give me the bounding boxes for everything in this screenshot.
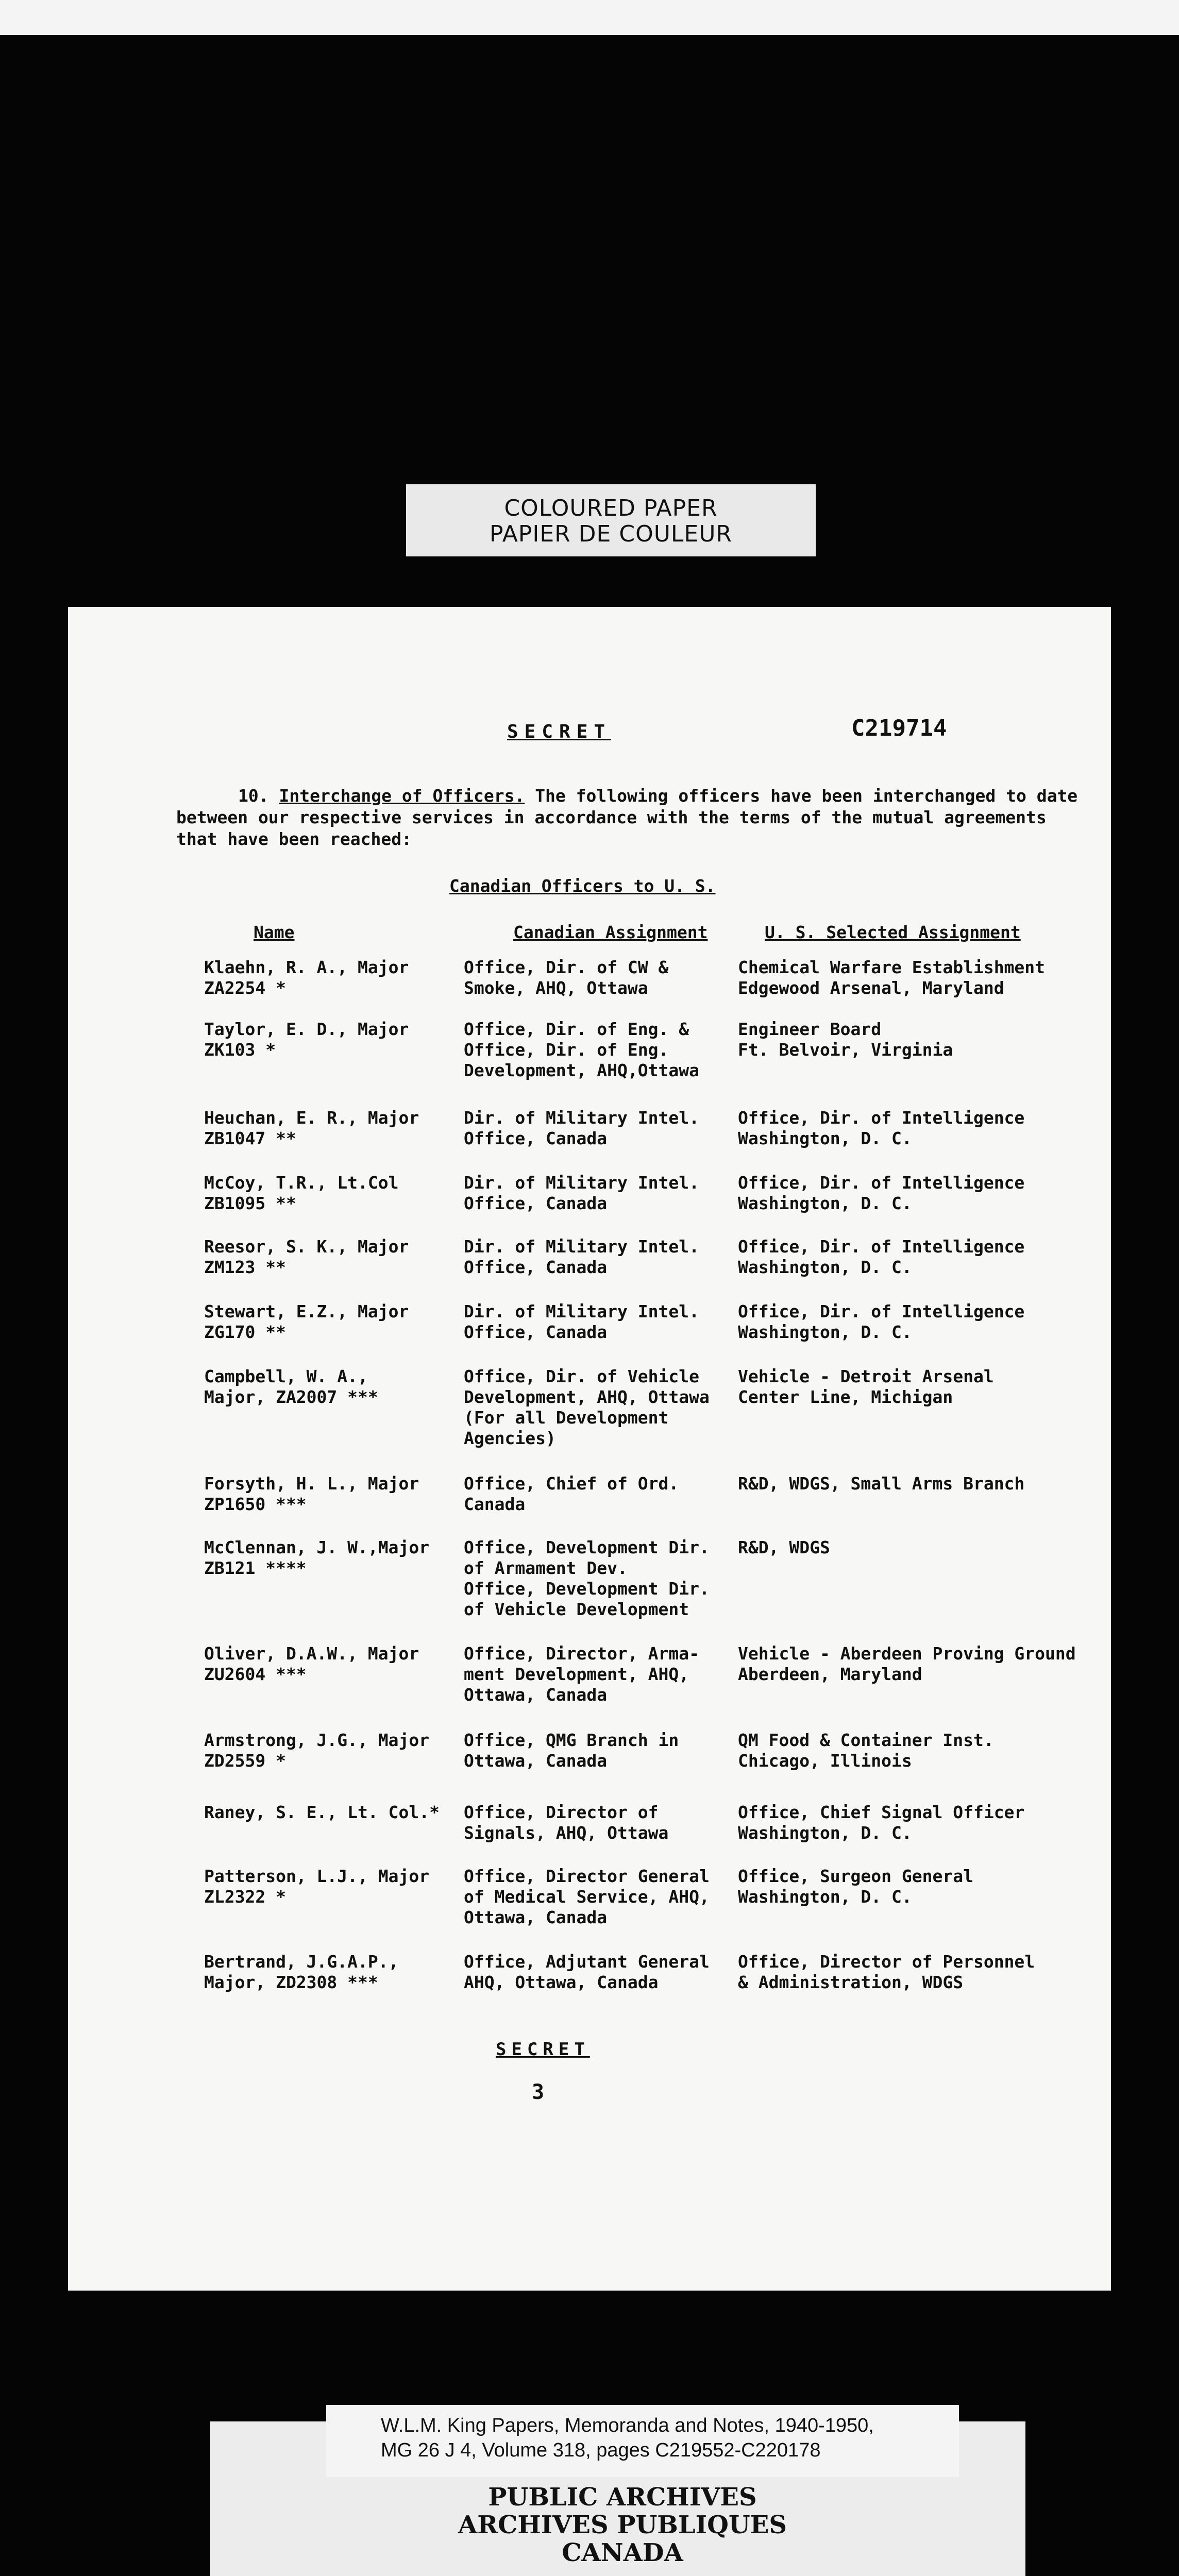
officer-name: Forsyth, H. L., Major ZP1650 ***: [204, 1473, 419, 1514]
canadian-assignment: Dir. of Military Intel. Office, Canada: [464, 1173, 699, 1213]
column-header-canadian-assignment: Canadian Assignment: [513, 922, 708, 942]
officer-name: Armstrong, J.G., Major ZD2559 *: [204, 1730, 430, 1771]
citation-line-1: W.L.M. King Papers, Memoranda and Notes, 1940-1950,: [381, 2415, 874, 2436]
officer-name: Raney, S. E., Lt. Col.*: [204, 1802, 440, 1822]
us-assignment: Office, Dir. of Intelligence Washington, D. C.: [738, 1108, 1025, 1148]
canadian-assignment: Office, Dir. of Vehicle Development, AHQ, Ottawa (For all Development Agencies): [464, 1366, 710, 1448]
classification-top: SECRET: [507, 721, 612, 742]
top-border-strip: [0, 0, 1179, 35]
officer-name: Stewart, E.Z., Major ZG170 **: [204, 1301, 409, 1342]
canadian-assignment: Office, Dir. of CW & Smoke, AHQ, Ottawa: [464, 957, 669, 998]
archives-line-2: ARCHIVES PUBLIQUES: [458, 2511, 787, 2539]
label-line-english: COLOURED PAPER: [504, 495, 718, 521]
canadian-assignment: Office, Adjutant General AHQ, Ottawa, Canada: [464, 1952, 710, 1992]
intro-number: 10.: [238, 786, 269, 806]
document-page: [68, 607, 1111, 2291]
archives-line-1: PUBLIC ARCHIVES: [488, 2483, 757, 2512]
officer-name: Reesor, S. K., Major ZM123 **: [204, 1236, 409, 1277]
archives-line-3: CANADA: [562, 2538, 683, 2567]
coloured-paper-label: [406, 484, 816, 556]
us-assignment: Vehicle - Detroit Arsenal Center Line, Michigan: [738, 1366, 994, 1407]
us-assignment: Office, Chief Signal Officer Washington, D. C.: [738, 1802, 1025, 1843]
officer-name: Bertrand, J.G.A.P., Major, ZD2308 ***: [204, 1952, 399, 1992]
archives-stamp-text: [427, 2483, 818, 2567]
us-assignment: Office, Dir. of Intelligence Washington, D. C.: [738, 1301, 1025, 1342]
intro-heading: Interchange of Officers.: [279, 786, 525, 806]
officer-name: Patterson, L.J., Major ZL2322 *: [204, 1866, 430, 1907]
us-assignment: Chemical Warfare Establishment Edgewood Arsenal, Maryland: [738, 957, 1046, 998]
us-assignment: Engineer Board Ft. Belvoir, Virginia: [738, 1019, 953, 1060]
officer-name: Heuchan, E. R., Major ZB1047 **: [204, 1108, 419, 1148]
canadian-assignment: Dir. of Military Intel. Office, Canada: [464, 1108, 699, 1148]
us-assignment: R&D, WDGS, Small Arms Branch: [738, 1473, 1025, 1494]
us-assignment: Office, Dir. of Intelligence Washington, D. C.: [738, 1236, 1025, 1277]
canadian-assignment: Office, Chief of Ord. Canada: [464, 1473, 679, 1514]
archival-citation: [326, 2405, 959, 2477]
section-title: Canadian Officers to U. S.: [449, 876, 716, 896]
us-assignment: QM Food & Container Inst. Chicago, Illinois: [738, 1730, 994, 1771]
intro-paragraph: [176, 785, 1083, 850]
officer-name: Klaehn, R. A., Major ZA2254 *: [204, 957, 409, 998]
column-header-name: Name: [254, 922, 295, 942]
canadian-assignment: Office, Director of Signals, AHQ, Ottawa: [464, 1802, 669, 1843]
us-assignment: Vehicle - Aberdeen Proving Ground Aberdeen, Maryland: [738, 1643, 1076, 1684]
canadian-assignment: Office, Director, Arma- ment Development, AHQ, Ottawa, Canada: [464, 1643, 699, 1705]
officer-name: Taylor, E. D., Major ZK103 *: [204, 1019, 409, 1060]
us-assignment: Office, Dir. of Intelligence Washington, D. C.: [738, 1173, 1025, 1213]
canadian-assignment: Dir. of Military Intel. Office, Canada: [464, 1236, 699, 1277]
canadian-assignment: Office, Director General of Medical Service, AHQ, Ottawa, Canada: [464, 1866, 710, 1927]
officer-name: Oliver, D.A.W., Major ZU2604 ***: [204, 1643, 419, 1684]
canadian-assignment: Office, Development Dir. of Armament Dev. Office, Development Dir. of Vehicle Development: [464, 1537, 710, 1619]
canadian-assignment: Office, Dir. of Eng. & Office, Dir. of Eng. Development, AHQ,Ottawa: [464, 1019, 699, 1080]
officer-name: Campbell, W. A., Major, ZA2007 ***: [204, 1366, 378, 1407]
us-assignment: Office, Director of Personnel & Administration, WDGS: [738, 1952, 1035, 1992]
us-assignment: Office, Surgeon General Washington, D. C.: [738, 1866, 973, 1907]
label-line-french: PAPIER DE COULEUR: [489, 521, 732, 547]
classification-bottom: SECRET: [496, 2039, 590, 2060]
document-number: C219714: [851, 715, 947, 741]
officer-name: McClennan, J. W.,Major ZB121 ****: [204, 1537, 430, 1578]
column-header-us-assignment: U. S. Selected Assignment: [765, 922, 1021, 942]
canadian-assignment: Office, QMG Branch in Ottawa, Canada: [464, 1730, 679, 1771]
intro-text: The following officers have been interchanged to date between our respective services in accordance with the terms of the mutual agreements that have been reached:: [176, 786, 1078, 849]
canadian-assignment: Dir. of Military Intel. Office, Canada: [464, 1301, 699, 1342]
citation-line-2: MG 26 J 4, Volume 318, pages C219552-C220178: [381, 2439, 821, 2461]
page-number: 3: [532, 2080, 545, 2104]
us-assignment: R&D, WDGS: [738, 1537, 830, 1557]
officer-name: McCoy, T.R., Lt.Col ZB1095 **: [204, 1173, 399, 1213]
